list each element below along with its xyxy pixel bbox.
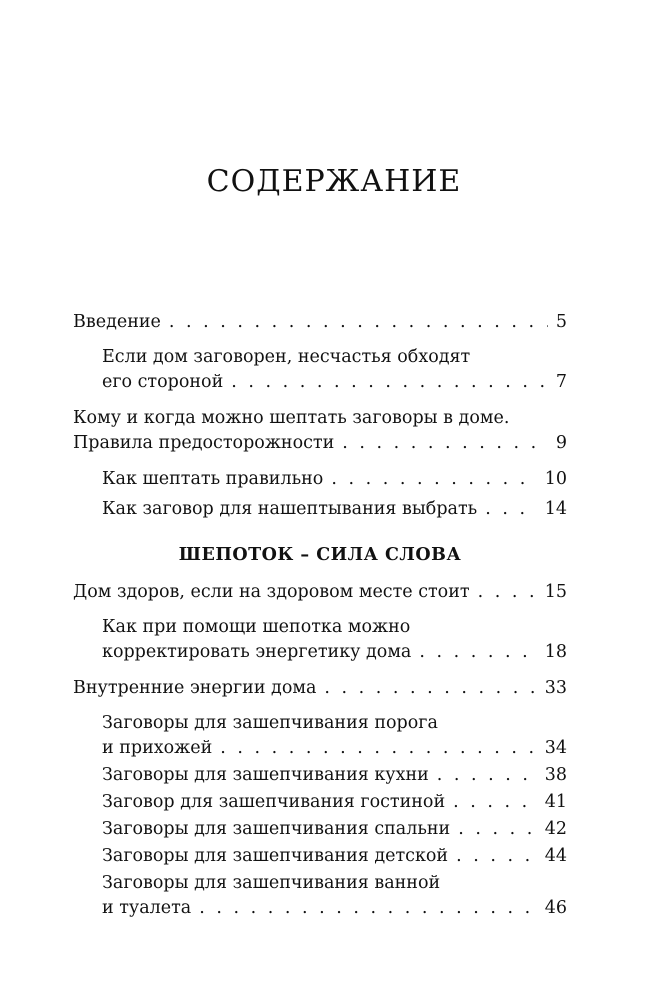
dot-leader xyxy=(453,790,537,815)
page-number: 5 xyxy=(555,312,567,332)
dot-leader xyxy=(331,467,536,492)
dot-leader xyxy=(342,431,548,456)
toc-entry-title: Заговоры для зашепчивания ванной xyxy=(102,873,441,893)
toc-entry-title: Введение xyxy=(73,312,161,332)
toc-entry-title: Внутренние энергии дома xyxy=(73,678,317,698)
toc-entry-title: Заговоры для зашепчивания кухни xyxy=(102,765,429,785)
page-number: 15 xyxy=(544,582,567,602)
toc-entry-title-cont: его стороной xyxy=(102,372,224,392)
page-number: 10 xyxy=(544,469,567,489)
dot-leader xyxy=(324,676,536,701)
toc-entry-title: Заговоры для зашепчивания порога xyxy=(102,713,438,733)
page-number: 9 xyxy=(555,433,567,453)
dot-leader xyxy=(231,370,548,395)
toc-entry-title: Как шептать правильно xyxy=(102,469,324,489)
dot-leader xyxy=(169,310,548,335)
page-number: 34 xyxy=(544,738,567,758)
toc-entry-title: Заговоры для зашепчивания детской xyxy=(102,846,449,866)
toc-entry-title: Кому и когда можно шептать заговоры в доме. xyxy=(73,408,510,428)
toc-entry-title: Дом здоров, если на здоровом месте стоит xyxy=(73,582,470,602)
toc-entry xyxy=(73,676,567,701)
toc-entry xyxy=(73,406,567,456)
page-number: 44 xyxy=(544,846,567,866)
toc-entry xyxy=(73,580,567,605)
page-number: 14 xyxy=(544,499,567,519)
toc-entry-title: Заговоры для зашепчивания спальни xyxy=(102,819,451,839)
page-number: 18 xyxy=(544,642,567,662)
toc-entry xyxy=(73,790,567,815)
dot-leader xyxy=(456,844,537,869)
toc-entry xyxy=(73,310,567,335)
section-heading: ШЕПОТОК – СИЛА СЛОВА xyxy=(178,545,462,565)
toc-entry-title-cont: и туалета xyxy=(102,898,192,918)
page-number: 42 xyxy=(544,819,567,839)
toc-entry xyxy=(73,615,567,665)
dot-leader xyxy=(220,736,536,761)
toc-entry-title: Как при помощи шепотка можно xyxy=(102,617,411,637)
toc-entry xyxy=(73,711,567,761)
page-number: 7 xyxy=(555,372,567,392)
toc-entry xyxy=(73,871,567,921)
toc-entry xyxy=(73,844,567,869)
page-number: 33 xyxy=(544,678,567,698)
toc-entry-title-cont: Правила предосторожности xyxy=(73,433,335,453)
dot-leader xyxy=(485,497,537,522)
toc-entry-title: Если дом заговорен, несчастья обходят xyxy=(102,347,471,367)
dot-leader xyxy=(199,896,536,921)
toc-entry xyxy=(73,817,567,842)
dot-leader xyxy=(437,763,537,788)
toc-entry-title: Как заговор для нашептывания выбрать xyxy=(102,499,478,519)
toc-entry xyxy=(73,497,567,522)
page-number: 41 xyxy=(544,792,567,812)
toc-entry xyxy=(73,467,567,492)
toc-entry xyxy=(73,345,567,395)
toc-entry xyxy=(73,763,567,788)
page-title: СОДЕРЖАНИЕ xyxy=(206,164,462,199)
page-number: 38 xyxy=(544,765,567,785)
page-number: 46 xyxy=(544,898,567,918)
dot-leader xyxy=(478,580,537,605)
dot-leader xyxy=(419,640,536,665)
dot-leader xyxy=(458,817,537,842)
toc-entry-title-cont: и прихожей xyxy=(102,738,213,758)
toc-entry-title-cont: корректировать энергетику дома xyxy=(102,642,412,662)
toc-entry-title: Заговор для зашепчивания гостиной xyxy=(102,792,446,812)
